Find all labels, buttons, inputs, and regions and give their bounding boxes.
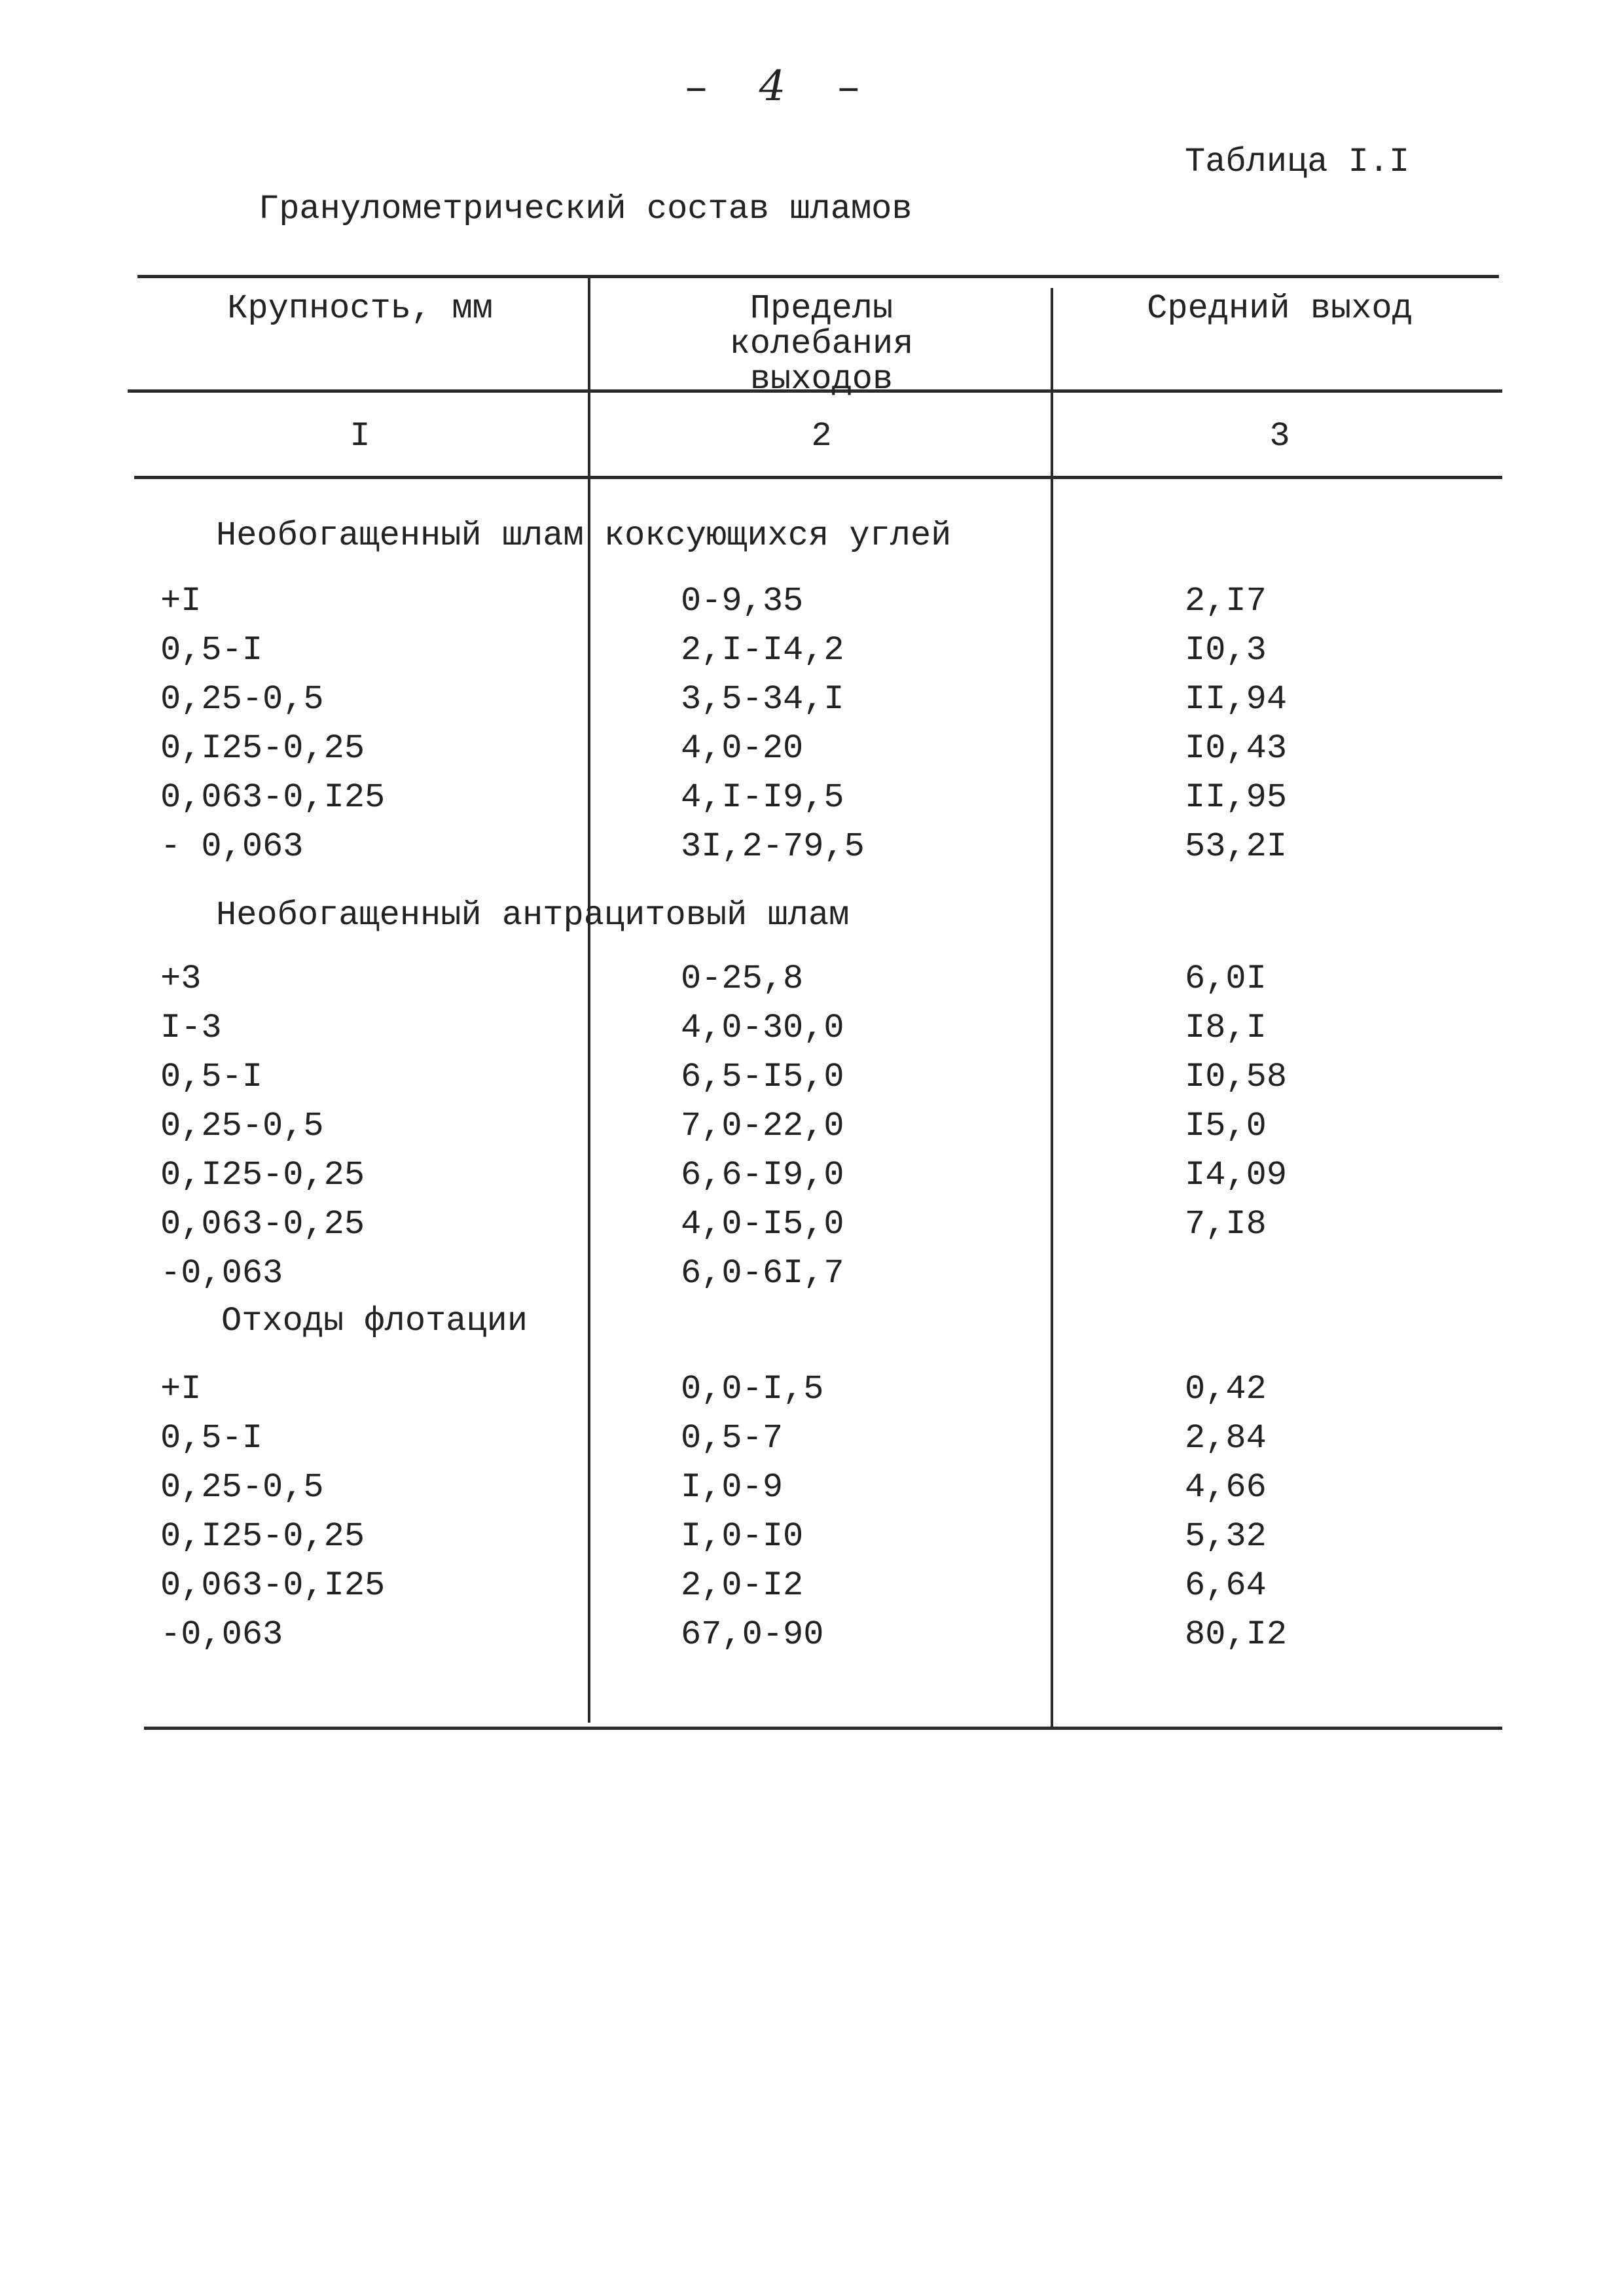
header-average-yield: Средний выход: [1147, 289, 1413, 328]
size-cell: 0,I25-0,25: [160, 729, 365, 768]
yield-range-cell: 6,5-I5,0: [681, 1058, 844, 1096]
column-number-3: 3: [1269, 417, 1290, 456]
size-cell: 0,063-0,I25: [160, 1566, 386, 1605]
header-size: Крупность, мм: [227, 289, 493, 328]
size-cell: 0,5-I: [160, 1419, 263, 1458]
average-yield-cell: I0,43: [1185, 729, 1288, 768]
average-yield-cell: 6,64: [1185, 1566, 1267, 1605]
section-heading: Необогащенный антрацитовый шлам: [216, 896, 850, 935]
size-cell: +I: [160, 582, 202, 620]
average-yield-cell: 2,84: [1185, 1419, 1267, 1458]
average-yield-cell: I4,09: [1185, 1156, 1288, 1194]
yield-range-cell: 7,0-22,0: [681, 1107, 844, 1145]
yield-range-cell: 4,0-20: [681, 729, 804, 768]
document-title: Гранулометрический состав шламов: [259, 190, 912, 228]
average-yield-cell: 4,66: [1185, 1468, 1267, 1507]
size-cell: 0,I25-0,25: [160, 1517, 365, 1556]
size-cell: +I: [160, 1370, 202, 1408]
size-cell: 0,25-0,5: [160, 680, 324, 719]
page-number: – 4 –: [683, 62, 861, 113]
size-cell: 0,I25-0,25: [160, 1156, 365, 1194]
column-number-2: 2: [811, 417, 832, 456]
size-cell: 0,5-I: [160, 1058, 263, 1096]
yield-range-cell: 2,I-I4,2: [681, 631, 844, 670]
yield-range-cell: 67,0-90: [681, 1615, 824, 1654]
size-cell: -0,063: [160, 1254, 283, 1293]
yield-range-cell: 2,0-I2: [681, 1566, 804, 1605]
average-yield-cell: 80,I2: [1185, 1615, 1288, 1654]
yield-range-cell: 0,0-I,5: [681, 1370, 824, 1408]
table-bottom-rule: [144, 1727, 1502, 1730]
page-number-value: 4: [759, 62, 786, 111]
column-number-rule: [134, 476, 1502, 479]
yield-range-cell: 4,0-30,0: [681, 1009, 844, 1047]
average-yield-cell: 6,0I: [1185, 960, 1267, 998]
size-cell: - 0,063: [160, 827, 304, 866]
yield-range-cell: I,0-I0: [681, 1517, 804, 1556]
yield-range-cell: 4,I-I9,5: [681, 778, 844, 817]
header-yield-range: Пределы колебания выходов: [729, 289, 914, 399]
column-divider-1: [588, 276, 590, 1723]
yield-range-cell: 0-25,8: [681, 960, 804, 998]
yield-range-cell: 3I,2-79,5: [681, 827, 865, 866]
yield-range-cell: 3,5-34,I: [681, 680, 844, 719]
section-heading: Отходы флотации: [221, 1302, 528, 1340]
average-yield-cell: I5,0: [1185, 1107, 1267, 1145]
average-yield-cell: 2,I7: [1185, 582, 1267, 620]
table-label: Таблица I.I: [1185, 143, 1410, 181]
size-cell: 0,25-0,5: [160, 1468, 324, 1507]
yield-range-cell: 0-9,35: [681, 582, 804, 620]
average-yield-cell: I8,I: [1185, 1009, 1267, 1047]
size-cell: 0,063-0,25: [160, 1205, 365, 1244]
average-yield-cell: 0,42: [1185, 1370, 1267, 1408]
yield-range-cell: 6,6-I9,0: [681, 1156, 844, 1194]
size-cell: +3: [160, 960, 202, 998]
yield-range-cell: 0,5-7: [681, 1419, 784, 1458]
size-cell: 0,25-0,5: [160, 1107, 324, 1145]
size-cell: I-3: [160, 1009, 222, 1047]
table-top-rule: [137, 275, 1499, 278]
yield-range-cell: 6,0-6I,7: [681, 1254, 844, 1293]
column-divider-2: [1051, 288, 1053, 1728]
average-yield-cell: 5,32: [1185, 1517, 1267, 1556]
yield-range-cell: 4,0-I5,0: [681, 1205, 844, 1244]
average-yield-cell: 53,2I: [1185, 827, 1288, 866]
column-number-1: I: [350, 417, 370, 456]
size-cell: -0,063: [160, 1615, 283, 1654]
section-heading: Необогащенный шлам коксующихся углей: [216, 516, 952, 555]
average-yield-cell: 7,I8: [1185, 1205, 1267, 1244]
average-yield-cell: I0,3: [1185, 631, 1267, 670]
average-yield-cell: II,95: [1185, 778, 1288, 817]
average-yield-cell: I0,58: [1185, 1058, 1288, 1096]
size-cell: 0,063-0,I25: [160, 778, 386, 817]
average-yield-cell: II,94: [1185, 680, 1288, 719]
size-cell: 0,5-I: [160, 631, 263, 670]
yield-range-cell: I,0-9: [681, 1468, 784, 1507]
